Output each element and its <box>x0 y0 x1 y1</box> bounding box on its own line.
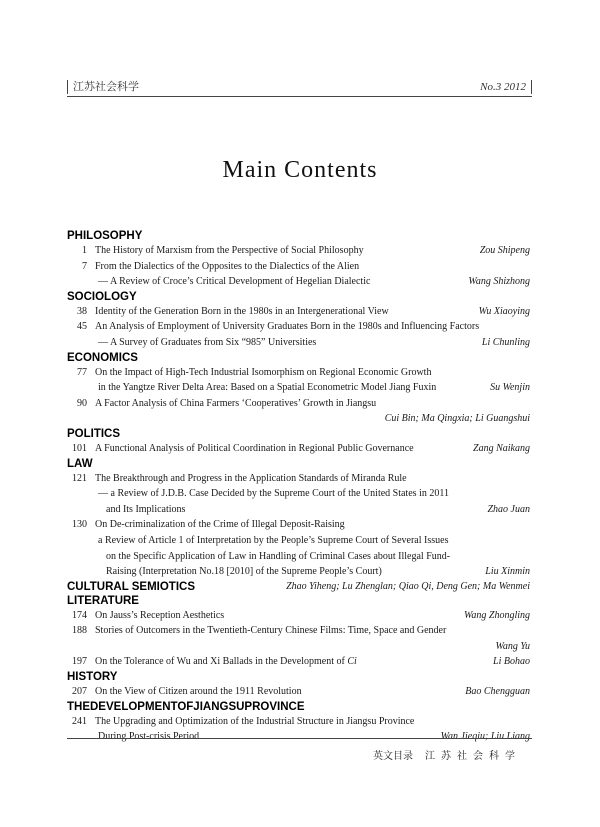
entry-subtitle: During Post-crisis Period <box>98 731 200 743</box>
entry-author: Wu Xiaoying <box>478 305 530 317</box>
entry-title: A Factor Analysis of China Farmers ‘Cooperatives’ Growth in Jiangsu <box>95 397 377 409</box>
page-number: 38 <box>77 305 87 317</box>
entry-title: On De-criminalization of the Crime of Illegal Deposit-Raising <box>95 519 345 531</box>
section-politics: POLITICS <box>67 427 121 440</box>
page-number: 174 <box>72 609 87 621</box>
toc-entry-continuation <box>67 335 530 351</box>
toc-entry <box>67 684 530 700</box>
entry-author: Su Wenjin <box>490 382 530 394</box>
toc-entry <box>67 654 530 670</box>
page-footer <box>373 747 521 762</box>
page-number: 7 <box>82 260 87 272</box>
page-number: 121 <box>72 472 87 484</box>
section-economics: ECONOMICS <box>67 351 138 364</box>
toc-entry <box>67 714 530 730</box>
entry-title: On the Impact of High-Tech Industrial Isomorphism on Regional Economic Growth <box>95 366 432 378</box>
entry-author: Liu Xinmin <box>485 566 530 578</box>
issue-number: No.3 2012 <box>480 80 532 94</box>
toc-entry <box>67 365 530 381</box>
entry-title: A Functional Analysis of Political Coordination in Regional Public Governance <box>95 442 414 454</box>
toc-entry-continuation <box>67 549 530 565</box>
page-number: 197 <box>72 656 87 668</box>
section-cultural-semiotics: CULTURAL SEMIOTICS <box>67 580 195 593</box>
toc-entry <box>67 608 530 624</box>
entry-subtitle: — A Survey of Graduates from Six “985” Universities <box>98 336 317 348</box>
toc-entry-continuation <box>67 380 530 396</box>
page-number: 1 <box>82 245 87 256</box>
entry-subtitle: on the Specific Application of Law in Handling of Criminal Cases about Illegal Fund- <box>106 550 451 562</box>
entry-title: On the View of Citizen around the 1911 Revolution <box>95 686 302 698</box>
footer-journal: 江苏社会科学 <box>425 751 521 762</box>
entry-title: On Jauss’s Reception Aesthetics <box>95 609 225 621</box>
toc-entry <box>67 259 530 275</box>
toc-entry <box>67 441 530 457</box>
footer-label: 英文目录 <box>373 751 413 762</box>
entry-subtitle: in the Yangtze River Delta Area: Based on a Spatial Econometric Model Jiang Fuxin <box>98 382 437 394</box>
journal-name: 江苏社会科学 <box>67 80 139 94</box>
entry-title <box>95 654 357 670</box>
page-title: Main Contents <box>222 157 378 183</box>
page-number: 188 <box>72 625 87 637</box>
table-of-contents <box>67 229 530 745</box>
toc-entry-continuation <box>67 502 530 518</box>
toc-entry-continuation <box>67 533 530 549</box>
entry-author: Wang Zhongling <box>463 609 530 621</box>
entry-title: An Analysis of Employment of University Graduates Born in the 1980s and Influencing Factors <box>95 321 480 333</box>
page-number: 207 <box>72 686 87 698</box>
section-jiangsu-development: THEDEVELOPMENTOFJIANGSUPROVINCE <box>67 700 305 713</box>
entry-author: Zou Shipeng <box>479 245 530 256</box>
entry-subtitle: and Its Implications <box>106 503 186 515</box>
entry-title: From the Dialectics of the Opposites to the Dialectics of the Alien <box>95 260 360 272</box>
entry-subtitle: — A Review of Croce’s Critical Development of Hegelian Dialectic <box>98 276 371 288</box>
toc-entry <box>67 319 530 335</box>
page-number: 90 <box>77 397 87 409</box>
toc-entry <box>67 304 530 320</box>
entry-subtitle: Raising (Interpretation No.18 [2010] of the Supreme People’s Court) <box>106 566 382 578</box>
toc-entry-continuation <box>67 486 530 502</box>
toc-entry-continuation <box>67 411 530 427</box>
footer-rule <box>67 738 532 739</box>
entry-title: The Upgrading and Optimization of the Industrial Structure in Jiangsu Province <box>95 715 415 727</box>
section-philosophy: PHILOSOPHY <box>67 230 143 242</box>
toc-entry-continuation <box>67 639 530 655</box>
entry-title: Stories of Outcomers in the Twentieth-Century Chinese Films: Time, Space and Gender <box>95 625 447 637</box>
entry-author: Zang Naikang <box>473 442 530 454</box>
entry-author: Bao Chengguan <box>465 686 530 698</box>
header-rule <box>67 96 532 97</box>
entry-title: The History of Marxism from the Perspective of Social Philosophy <box>95 245 364 256</box>
entry-subtitle: — a Review of J.D.B. Case Decided by the Supreme Court of the United States in 2011 <box>98 488 449 500</box>
section-sociology: SOCIOLOGY <box>67 290 137 303</box>
entry-author: Wang Shizhong <box>468 276 530 288</box>
entry-title-text: On the Tolerance of Wu and Xi Ballads in the Development of <box>95 656 348 668</box>
toc-entry <box>67 243 530 259</box>
page-number: 241 <box>72 715 87 727</box>
entry-author: Li Chunling <box>481 336 530 348</box>
toc-entry-continuation <box>67 274 530 290</box>
entry-subtitle: a Review of Article 1 of Interpretation by the People’s Supreme Court of Several Issues <box>98 534 449 546</box>
section-history: HISTORY <box>67 671 118 684</box>
entry-author: Li Bohao <box>493 656 530 668</box>
entry-author: Wan Jieqiu; Liu Liang <box>440 731 530 743</box>
page-number: 45 <box>77 321 87 333</box>
entry-author: Zhao Juan <box>487 503 530 515</box>
toc-entry-continuation <box>67 564 530 580</box>
entry-title-term: Ci <box>347 656 357 668</box>
section-cultural-semiotics-row <box>67 580 530 594</box>
page-number: 77 <box>77 366 87 378</box>
page-number: 130 <box>72 519 87 531</box>
entry-author: Wang Yu <box>495 640 530 652</box>
page-number: 101 <box>72 442 87 454</box>
toc-entry <box>67 517 530 533</box>
section-law: LAW <box>67 457 93 470</box>
toc-entry <box>67 471 530 487</box>
entry-author: Cui Bin; Ma Qingxia; Li Guangshui <box>384 413 530 425</box>
entry-title: The Breakthrough and Progress in the Application Standards of Miranda Rule <box>95 472 407 484</box>
entry-title: Identity of the Generation Born in the 1980s in an Intergenerational View <box>95 305 389 317</box>
toc-entry <box>67 396 530 412</box>
entry-author: Zhao Yiheng; Lu Zhenglan; Qiao Qi, Deng Gen; Ma Wenmei <box>286 580 530 592</box>
toc-entry <box>67 623 530 639</box>
section-literature: LITERATURE <box>67 594 139 607</box>
